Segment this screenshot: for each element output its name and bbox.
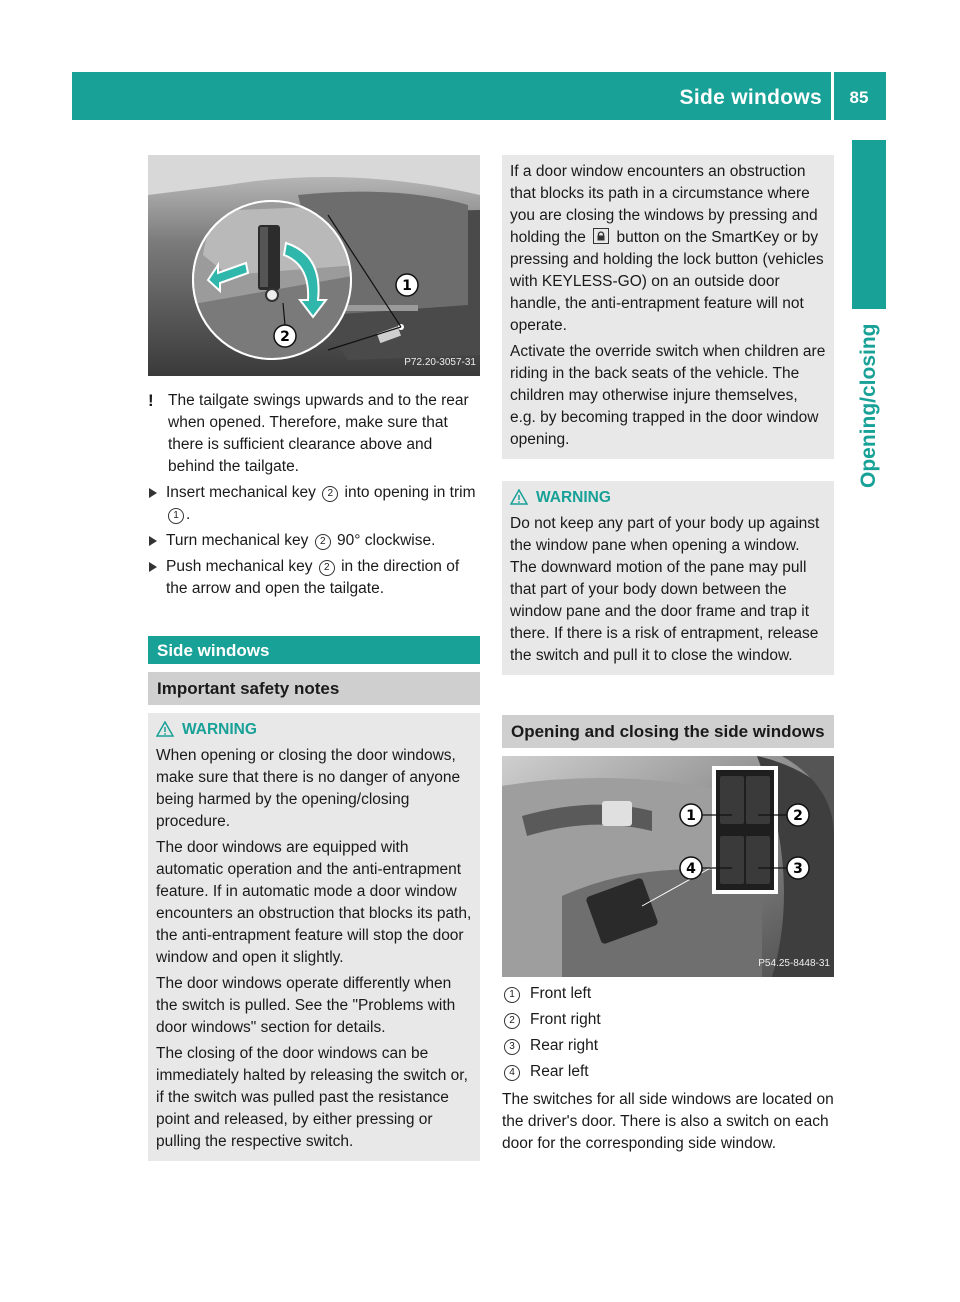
switch-callout-1-text: 1: [686, 808, 696, 824]
page-title: Side windows: [679, 86, 822, 109]
warning-label: WARNING: [182, 721, 257, 738]
legend-item: [502, 1009, 834, 1031]
safety-paragraph: The door windows operate differently when the switch is pulled. See the "Problems with door windows" section for details.: [156, 975, 456, 1036]
figure-code: P72.20-3057-31: [404, 357, 476, 368]
switch-callout-2-text: 2: [793, 808, 803, 824]
warning-triangle-icon: [156, 721, 174, 737]
warning-label: WARNING: [536, 489, 611, 506]
callout-2-ref: 2: [319, 560, 335, 576]
note-mark: !: [148, 391, 154, 410]
entrapment-warning-box: [502, 481, 834, 675]
safety-paragraph: The closing of the door windows can be immediately halted by releasing the switch or, if the switch was pulled past the resistance point and released, by either pressing or pulling the respective switch.: [156, 1045, 468, 1150]
step-text: in the direction of the arrow and open the tailgate.: [166, 558, 460, 597]
chapter-tab: [852, 140, 886, 309]
legend-label: Front left: [530, 985, 592, 1002]
step-text: Insert mechanical key: [166, 484, 321, 501]
legend-item: [502, 1035, 834, 1057]
step-text: 90° clockwise.: [332, 532, 436, 549]
tailgate-note: [148, 390, 480, 478]
callout-2-ref: 2: [322, 486, 338, 502]
warning-heading: [156, 719, 472, 741]
switch-callout-3-text: 3: [793, 861, 803, 877]
safety-paragraph: The door windows are equipped with automatic operation and the anti-entrapment feature. If in automatic mode a door window encounters an obstruction that blocks its path, the anti-entrapment feature will stop the door window and open it slightly.: [156, 839, 472, 966]
legend-num: 4: [504, 1065, 520, 1081]
section-title: Side windows: [148, 636, 480, 664]
step-arrow-icon: [149, 562, 157, 572]
continued-text: If a door window encounters an obstruction that blocks its path in a circumstance where you are closing the windows by pressing and holding the: [510, 163, 818, 246]
lock-icon: [593, 228, 609, 244]
callout-2-text: 2: [280, 329, 290, 345]
callout-2-ref: 2: [315, 534, 331, 550]
continued-text: button on the SmartKey or by pressing and holding the lock button (vehicles with KEYLESS-GO) on an outside door handle, the anti-entrapment feature will not operate.: [510, 229, 824, 334]
right-column: [502, 155, 834, 1155]
warning-heading: [510, 487, 826, 509]
step-text: into opening in trim: [340, 484, 476, 501]
note-text: The tailgate swings upwards and to the rear when opened. Therefore, make sure that there is sufficient clearance above and behind the tailgate.: [168, 392, 469, 475]
step-turn-key: [148, 530, 480, 552]
step-push-key: [148, 556, 480, 600]
step-insert-key: [148, 482, 480, 526]
continued-paragraph: Activate the override switch when children are riding in the back seats of the vehicle. The children may otherwise injure themselves, e.g. by becoming trapped in the door window opening.: [510, 343, 826, 448]
door-switch-illustration: [502, 756, 834, 977]
callout-1-ref: 1: [168, 508, 184, 524]
legend-item: [502, 1061, 834, 1083]
legend-label: Front right: [530, 1011, 601, 1028]
step-arrow-icon: [149, 536, 157, 546]
door-switch-figure: [502, 756, 834, 977]
tailgate-figure: [148, 155, 480, 376]
safety-warning-box: [148, 713, 480, 1161]
legend-num: 1: [504, 987, 520, 1003]
legend-num: 2: [504, 1013, 520, 1029]
switch-callout-4-text: 4: [686, 861, 696, 877]
opening-closing-title: Opening and closing the side windows: [502, 715, 834, 748]
switches-location-text: The switches for all side windows are located on the driver's door. There is also a switch on each door for the corresponding side window.: [502, 1091, 834, 1152]
chapter-label: Opening/closing: [857, 323, 880, 488]
left-column: [148, 155, 480, 1161]
safety-notes-title: Important safety notes: [148, 672, 480, 705]
continued-warning-box: [502, 155, 834, 459]
step-text: .: [186, 506, 191, 523]
safety-paragraph: When opening or closing the door windows, make sure that there is no danger of anyone being harmed by the opening/closing procedure.: [156, 747, 461, 830]
warning-triangle-icon: [510, 489, 528, 505]
page-number: 85: [849, 88, 869, 107]
legend-label: Rear right: [530, 1037, 599, 1054]
figure-code: P54.25-8448-31: [758, 958, 830, 969]
step-text: Push mechanical key: [166, 558, 317, 575]
step-arrow-icon: [149, 488, 157, 498]
continued-paragraph: [510, 161, 826, 337]
header-divider: [831, 72, 834, 120]
legend-item: [502, 983, 834, 1005]
warning-paragraph: Do not keep any part of your body up against the window pane when opening a window. The downward motion of the pane may pull that part of your body down between the window pane and the door frame and trap it there. If there is a risk of entrapment, release the switch and pull it to close the window.: [510, 515, 820, 664]
callout-1-text: 1: [402, 278, 412, 294]
step-text: Turn mechanical key: [166, 532, 313, 549]
switch-legend: [502, 983, 834, 1083]
tailgate-illustration: [148, 155, 480, 376]
lock-icon-glyph: [594, 229, 608, 243]
legend-num: 3: [504, 1039, 520, 1055]
legend-label: Rear left: [530, 1063, 589, 1080]
